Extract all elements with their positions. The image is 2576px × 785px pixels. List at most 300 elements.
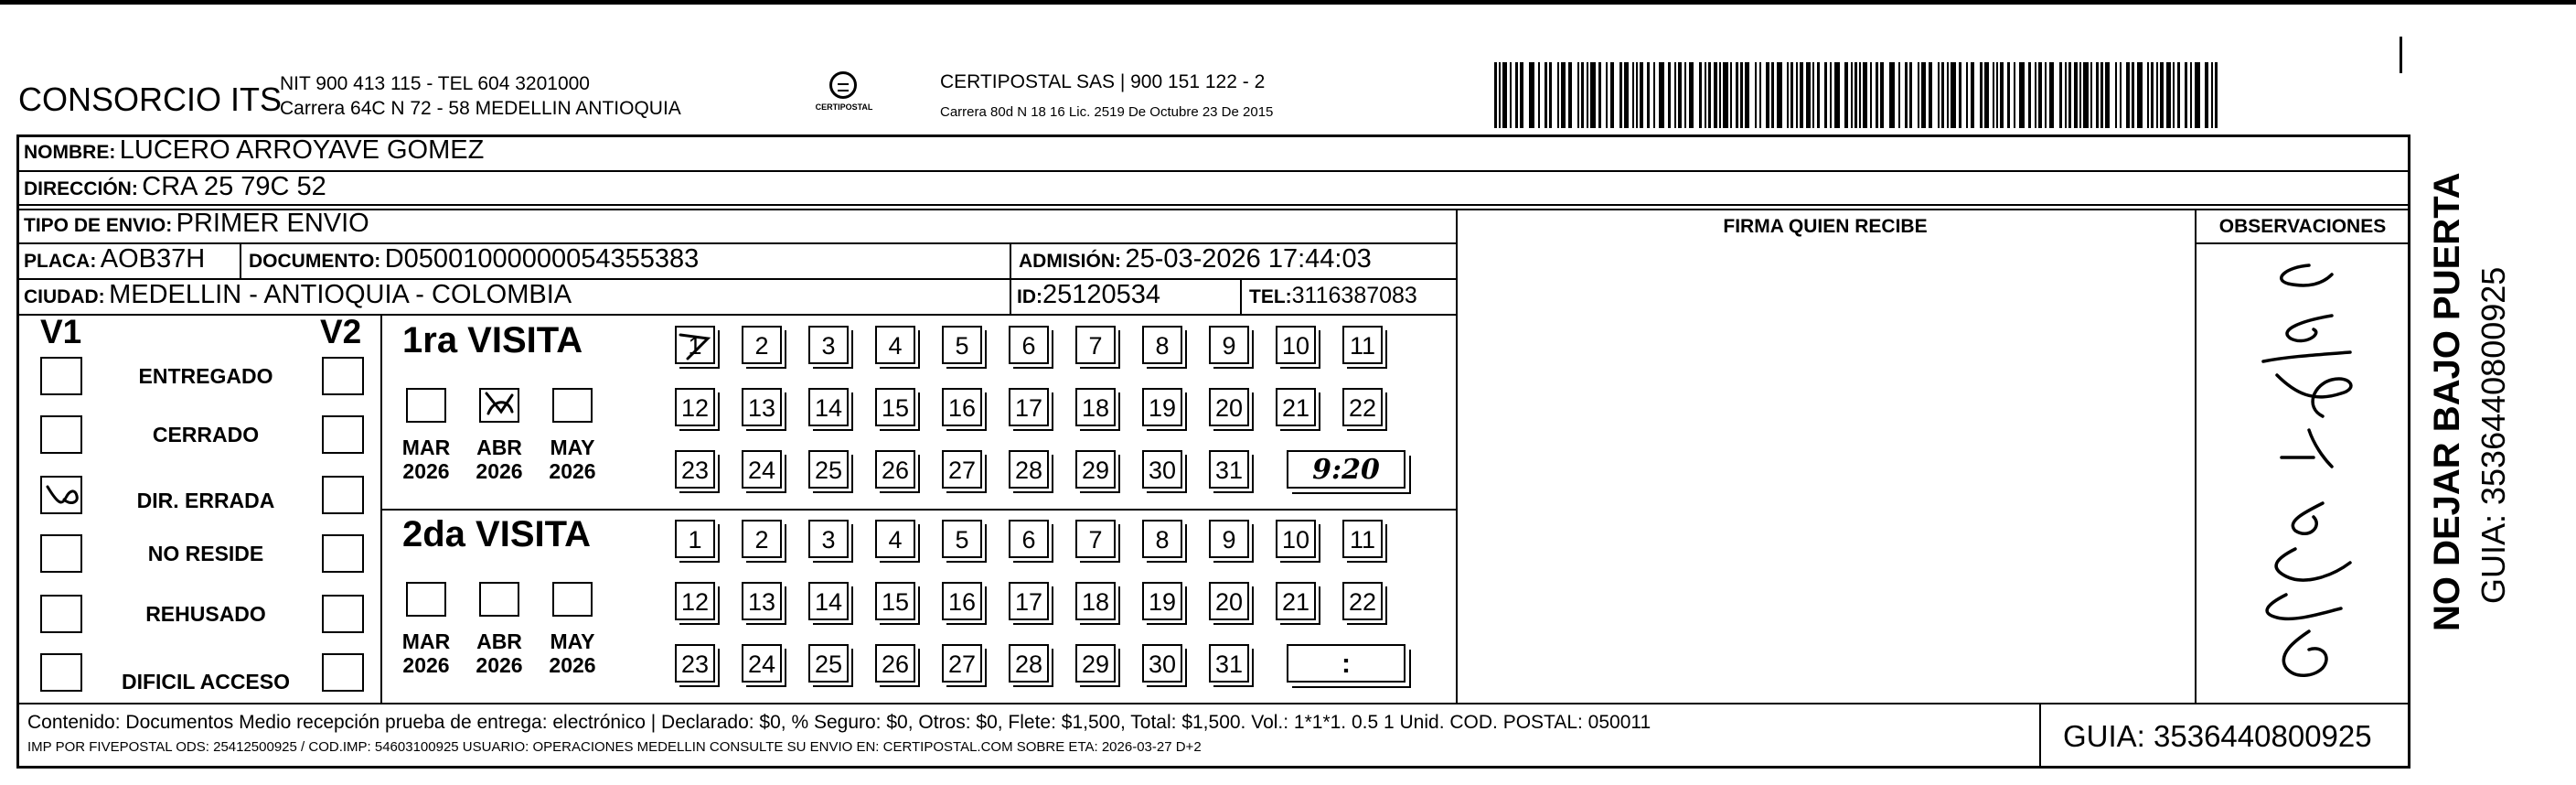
day-number: 18	[1081, 394, 1110, 422]
v1-checkbox[interactable]	[40, 653, 82, 692]
day-box[interactable]	[742, 388, 782, 426]
barcode-bar	[1787, 62, 1789, 128]
day-number: 4	[888, 332, 903, 360]
id-field	[1017, 280, 1160, 310]
day-box[interactable]	[742, 326, 782, 364]
day-number: 9	[1222, 526, 1236, 554]
day-box[interactable]	[1075, 450, 1116, 489]
barcode-bar	[2177, 62, 2180, 128]
day-box[interactable]	[1009, 582, 1049, 620]
nit-line: NIT 900 413 115 - TEL 604 3201000	[280, 73, 590, 94]
barcode-bar	[1561, 62, 1566, 128]
month-checkbox[interactable]	[406, 582, 446, 617]
direccion-field	[24, 172, 326, 202]
admision-field	[1019, 244, 1372, 274]
barcode-bar	[1771, 62, 1774, 128]
barcode-bar	[1898, 62, 1900, 128]
row-divider	[16, 170, 2410, 172]
barcode-bar	[1549, 62, 1552, 128]
day-box[interactable]	[675, 388, 715, 426]
day-number: 3	[821, 526, 836, 554]
barcode-bar	[1929, 62, 1932, 128]
barcode-bar	[1684, 62, 1686, 128]
day-number: 29	[1081, 457, 1110, 484]
admision-value: 25-03-2026 17:44:03	[1125, 244, 1372, 274]
placa-label: PLACA:	[24, 251, 97, 272]
documento-label: DOCUMENTO:	[249, 251, 381, 272]
day-box[interactable]	[1142, 450, 1182, 489]
day-box[interactable]	[1342, 520, 1383, 558]
day-box[interactable]	[1209, 450, 1249, 489]
day-box[interactable]	[875, 520, 915, 558]
day-number: 24	[747, 651, 776, 678]
day-box[interactable]	[1209, 326, 1249, 364]
v1-checkbox[interactable]	[40, 595, 82, 633]
observaciones-header: OBSERVACIONES	[2218, 216, 2387, 237]
barcode-bar	[2190, 62, 2192, 128]
cell-divider	[1240, 278, 1242, 314]
status-label: DIR. ERRADA	[136, 489, 275, 512]
day-number: 28	[1014, 457, 1043, 484]
day-mark-icon	[677, 328, 713, 362]
row-divider	[2195, 242, 2410, 244]
barcode-bar	[2074, 62, 2078, 128]
month-checkbox[interactable]	[552, 388, 593, 423]
barcode-bar	[1499, 62, 1501, 128]
day-box[interactable]	[1075, 388, 1116, 426]
barcode-bar	[1640, 62, 1643, 128]
day-box[interactable]	[675, 450, 715, 489]
barcode-bar	[1636, 62, 1638, 128]
barcode-bar	[1959, 62, 1961, 128]
barcode-bar	[2115, 62, 2117, 128]
ciudad-label: CIUDAD:	[24, 286, 105, 307]
month-label: ABR	[476, 436, 522, 459]
day-box[interactable]	[808, 520, 849, 558]
barcode-bar	[2096, 62, 2099, 128]
day-number: 30	[1148, 651, 1177, 678]
footer-divider	[16, 703, 2410, 704]
day-number: 25	[814, 457, 843, 484]
barcode-bar	[1545, 62, 1547, 128]
barcode-bar	[1759, 62, 1761, 128]
day-box[interactable]	[1276, 582, 1316, 620]
certipostal-line-1: CERTIPOSTAL SAS | 900 151 122 - 2	[940, 71, 1266, 92]
day-number: 16	[947, 588, 977, 616]
day-number: 15	[881, 394, 910, 422]
barcode-bar	[1598, 62, 1601, 128]
day-box[interactable]	[1009, 326, 1049, 364]
day-box[interactable]	[1075, 644, 1116, 683]
day-box[interactable]	[875, 388, 915, 426]
month-label-group	[397, 629, 455, 677]
day-number: 26	[881, 651, 910, 678]
v1-checkbox[interactable]	[40, 415, 82, 454]
day-box[interactable]	[675, 326, 715, 364]
month-checkbox[interactable]	[552, 582, 593, 617]
day-box[interactable]	[808, 388, 849, 426]
v1-checkbox[interactable]	[40, 534, 82, 573]
barcode-bar	[1510, 62, 1512, 128]
day-number: 19	[1148, 588, 1177, 616]
day-box[interactable]	[942, 644, 982, 683]
month-label: MAY	[550, 629, 595, 653]
barcode-bar	[2205, 62, 2208, 128]
month-checkbox[interactable]	[479, 582, 519, 617]
visit-title: 2da VISITA	[402, 514, 591, 554]
day-box[interactable]	[808, 450, 849, 489]
day-box[interactable]	[942, 326, 982, 364]
day-number: 5	[955, 526, 969, 554]
barcode-bar	[1659, 62, 1664, 128]
barcode-bar	[1859, 62, 1861, 128]
day-number: 23	[680, 651, 710, 678]
barcode-bar	[1689, 62, 1694, 128]
certipostal-logo	[812, 71, 876, 123]
day-number: 30	[1148, 457, 1177, 484]
status-label: DIFICIL ACCESO	[121, 670, 290, 694]
day-number: 25	[814, 651, 843, 678]
barcode-bar	[1494, 62, 1497, 128]
month-label: MAY	[550, 436, 595, 459]
day-number: 24	[747, 457, 776, 484]
day-box[interactable]	[1142, 644, 1182, 683]
direccion-value: CRA 25 79C 52	[142, 172, 326, 201]
barcode-bar	[1909, 62, 1912, 128]
day-number: 7	[1088, 526, 1103, 554]
barcode-bar	[2195, 62, 2200, 128]
barcode-bar	[1520, 62, 1523, 128]
day-box[interactable]	[742, 450, 782, 489]
barcode-bar	[1870, 62, 1872, 128]
barcode-bar	[2090, 62, 2092, 128]
day-box[interactable]	[1142, 388, 1182, 426]
day-box[interactable]	[1009, 520, 1049, 558]
day-box[interactable]	[942, 582, 982, 620]
day-box[interactable]	[742, 644, 782, 683]
barcode-bar	[1790, 62, 1793, 128]
month-label-group	[543, 629, 602, 677]
barcode-bar	[1529, 62, 1534, 128]
v2-checkbox[interactable]	[322, 534, 364, 573]
day-number: 5	[955, 332, 969, 360]
day-number: 7	[1088, 332, 1103, 360]
day-box[interactable]	[1009, 644, 1049, 683]
day-box[interactable]	[875, 450, 915, 489]
day-box[interactable]	[1075, 582, 1116, 620]
v2-header: V2	[320, 313, 362, 350]
visit-divider	[380, 314, 382, 703]
day-box[interactable]	[875, 644, 915, 683]
day-box[interactable]	[1342, 582, 1383, 620]
day-number: 12	[680, 588, 710, 616]
barcode-bar	[1993, 62, 1994, 128]
barcode-bar	[1830, 62, 1832, 128]
barcode-bar	[1844, 62, 1848, 128]
barcode-bar	[1723, 62, 1728, 128]
day-box[interactable]	[1342, 388, 1383, 426]
barcode-bar	[2160, 62, 2164, 128]
certipostal-line-2: Carrera 80d N 18 16 Lic. 2519 De Octubre 23 De 2015	[940, 104, 1274, 120]
barcode-bar	[1653, 62, 1655, 128]
tel-field	[1249, 283, 1417, 309]
day-number: 14	[814, 394, 843, 422]
contents-line: Contenido: Documentos Medio recepción prueba de entrega: electrónico | Declarado: $0, % Seguro: $0, Otros: $0, Flete: $1,500, Total: $1,500. Vol.: 1*1*1. 0.5 1 Unid. COD. POSTAL: 050011	[27, 712, 1651, 733]
barcode-bar	[1590, 62, 1596, 128]
day-number: 13	[747, 394, 776, 422]
admision-label: ADMISIÓN:	[1019, 251, 1121, 272]
tel-label: TEL:	[1249, 286, 1292, 307]
barcode-bar	[1678, 62, 1682, 128]
day-box[interactable]	[875, 582, 915, 620]
day-number: 9	[1222, 332, 1236, 360]
month-label-group	[470, 436, 529, 483]
barcode-bar	[1812, 62, 1814, 128]
day-number: 28	[1014, 651, 1043, 678]
day-number: 23	[680, 457, 710, 484]
day-box[interactable]	[1142, 326, 1182, 364]
day-number: 13	[747, 588, 776, 616]
barcode-bar	[1755, 62, 1757, 128]
status-label: REHUSADO	[145, 602, 266, 626]
day-number: 21	[1281, 394, 1310, 422]
barcode-bar	[2079, 62, 2081, 128]
day-box[interactable]	[742, 582, 782, 620]
direccion-label: DIRECCIÓN:	[24, 178, 138, 199]
barcode-bar	[1971, 62, 1974, 128]
day-number: 20	[1214, 588, 1244, 616]
tipo-envio-label: TIPO DE ENVIO:	[24, 215, 173, 236]
month-checkbox[interactable]	[479, 388, 519, 423]
barcode-bar	[2019, 62, 2025, 128]
row-divider	[16, 204, 2410, 206]
day-number: 3	[821, 332, 836, 360]
day-number: 18	[1081, 588, 1110, 616]
row-divider	[16, 209, 2410, 210]
barcode-bar	[1951, 62, 1956, 128]
barcode-bar	[1966, 62, 1968, 128]
day-number: 14	[814, 588, 843, 616]
cell-divider	[240, 242, 241, 278]
day-number: 21	[1281, 588, 1310, 616]
day-box[interactable]	[808, 326, 849, 364]
day-number: 1	[688, 332, 702, 360]
day-box[interactable]	[1142, 582, 1182, 620]
barcode-bar	[1587, 62, 1588, 128]
day-number: 10	[1281, 332, 1310, 360]
barcode-bar	[2000, 62, 2004, 128]
day-box[interactable]	[1276, 388, 1316, 426]
documento-field	[249, 244, 699, 274]
day-box[interactable]	[1075, 520, 1116, 558]
day-box[interactable]	[1276, 326, 1316, 364]
barcode-bar	[1632, 62, 1634, 128]
check-mark-icon	[42, 478, 80, 512]
barcode-bar	[1905, 62, 1908, 128]
day-box[interactable]	[675, 644, 715, 683]
barcode-bar	[2211, 62, 2213, 128]
time-box[interactable]	[1287, 450, 1406, 489]
barcode-bar	[2151, 62, 2154, 128]
barcode-bar	[1502, 62, 1507, 128]
barcode-bar	[2100, 62, 2103, 128]
top-edge-line	[0, 0, 2576, 5]
day-box[interactable]	[1209, 388, 1249, 426]
barcode-bar	[1996, 62, 1998, 128]
barcode-bar	[1606, 62, 1608, 128]
barcode-bar	[1880, 62, 1884, 128]
day-box[interactable]	[1075, 326, 1116, 364]
edge-tick-mark	[2400, 37, 2402, 73]
month-label: ABR	[476, 629, 522, 653]
day-number: 16	[947, 394, 977, 422]
day-box[interactable]	[1209, 582, 1249, 620]
day-number: 8	[1155, 526, 1170, 554]
status-label: NO RESIDE	[147, 542, 264, 565]
day-box[interactable]	[1276, 520, 1316, 558]
print-info-line: IMP POR FIVEPOSTAL ODS: 25412500925 / COD.IMP: 54603100925 USUARIO: OPERACIONES MEDELLIN CONSULTE SU ENVIO EN: CERTIPOSTAL.COM SOBRE ETA: 2026-03-27 D+2	[27, 739, 1202, 755]
v1-checkbox[interactable]	[40, 357, 82, 395]
v2-checkbox[interactable]	[322, 415, 364, 454]
barcode-bar	[1800, 62, 1803, 128]
barcode-bar	[1705, 62, 1706, 128]
barcode-bar	[1766, 62, 1769, 128]
barcode-bar	[1736, 62, 1738, 128]
day-box[interactable]	[942, 450, 982, 489]
day-number: 20	[1214, 394, 1244, 422]
barcode-bar	[1863, 62, 1867, 128]
barcode-bar	[1817, 62, 1820, 128]
barcode-bar	[1876, 62, 1878, 128]
barcode-bar	[1515, 62, 1518, 128]
barcode-bar	[2156, 62, 2158, 128]
barcode-bar	[1941, 62, 1944, 128]
day-box[interactable]	[1342, 326, 1383, 364]
day-number: 6	[1021, 332, 1036, 360]
barcode-bar	[1745, 62, 1749, 128]
v2-checkbox[interactable]	[322, 595, 364, 633]
day-number: 2	[754, 526, 769, 554]
placa-field	[24, 244, 205, 274]
month-label-group	[543, 436, 602, 483]
ciudad-field	[24, 280, 572, 310]
month-checkbox[interactable]	[406, 388, 446, 423]
footer-cell-divider	[2039, 703, 2041, 769]
day-box[interactable]	[808, 582, 849, 620]
barcode-bar	[1947, 62, 1949, 128]
day-box[interactable]	[808, 644, 849, 683]
barcode-bar	[2065, 62, 2067, 128]
day-box[interactable]	[1209, 520, 1249, 558]
visit-divider	[380, 509, 1456, 511]
day-box[interactable]	[675, 520, 715, 558]
v2-checkbox[interactable]	[322, 476, 364, 514]
day-box[interactable]	[1209, 644, 1249, 683]
day-number: 2	[754, 332, 769, 360]
v2-checkbox[interactable]	[322, 357, 364, 395]
barcode-bar	[1824, 62, 1827, 128]
visit-title: 1ra VISITA	[402, 320, 583, 360]
month-label-group	[470, 629, 529, 677]
barcode-bar	[1674, 62, 1676, 128]
barcode-bar	[2120, 62, 2122, 128]
barcode-bar	[2166, 62, 2171, 128]
day-box[interactable]	[942, 388, 982, 426]
barcode-bar	[1647, 62, 1650, 128]
no-dejar-bajo-puerta-text: NO DEJAR BAJO PUERTA	[2427, 172, 2467, 631]
barcode-bar	[1538, 62, 1540, 128]
company-name: CONSORCIO ITS	[18, 81, 283, 118]
barcode-bar	[1834, 62, 1840, 128]
barcode-bar	[1577, 62, 1579, 128]
nombre-value: LUCERO ARROYAVE GOMEZ	[119, 135, 485, 165]
day-number: 1	[688, 526, 702, 554]
month-year: 2026	[549, 459, 596, 483]
day-number: 17	[1014, 394, 1043, 422]
day-number: 27	[947, 651, 977, 678]
day-number: 15	[881, 588, 910, 616]
nombre-field	[24, 135, 484, 166]
day-box[interactable]	[1142, 520, 1182, 558]
month-year: 2026	[476, 459, 523, 483]
barcode-bar	[1568, 62, 1572, 128]
v1-header: V1	[40, 313, 82, 350]
logo-emblem-icon	[829, 71, 857, 99]
month-label: MAR	[401, 629, 451, 653]
day-number: 22	[1348, 588, 1377, 616]
day-box[interactable]	[942, 520, 982, 558]
address-line: Carrera 64C N 72 - 58 MEDELLIN ANTIOQUIA	[280, 98, 681, 119]
barcode-bar	[2147, 62, 2149, 128]
month-label: MAR	[401, 436, 451, 459]
barcode-bar	[2038, 62, 2042, 128]
day-box[interactable]	[875, 326, 915, 364]
day-box[interactable]	[675, 582, 715, 620]
tipo-envio-value: PRIMER ENVIO	[176, 209, 369, 238]
ciudad-value: MEDELLIN - ANTIOQUIA - COLOMBIA	[109, 280, 572, 309]
v2-checkbox[interactable]	[322, 653, 364, 692]
id-label: ID:	[1017, 286, 1042, 307]
barcode-bar	[1889, 62, 1895, 128]
barcode-bar	[1708, 62, 1711, 128]
day-number: 10	[1281, 526, 1310, 554]
day-number: 12	[680, 394, 710, 422]
month-label-group	[397, 436, 455, 483]
barcode-bar	[1796, 62, 1798, 128]
time-box[interactable]	[1287, 644, 1406, 683]
day-number: 4	[888, 526, 903, 554]
day-number: 22	[1348, 394, 1377, 422]
barcode-bar	[2059, 62, 2062, 128]
barcode-bar	[1918, 62, 1919, 128]
v1-checkbox[interactable]	[40, 476, 82, 514]
tel-value: 3116387083	[1291, 283, 1417, 308]
check-mark-icon	[481, 390, 518, 421]
barcode-bar	[1699, 62, 1702, 128]
day-box[interactable]	[742, 520, 782, 558]
day-box[interactable]	[1009, 388, 1049, 426]
barcode-bar	[2132, 62, 2134, 128]
nombre-label: NOMBRE:	[24, 142, 116, 163]
documento-value: D05001000000054355383	[384, 244, 700, 274]
day-box[interactable]	[1009, 450, 1049, 489]
barcode-bar	[1714, 62, 1717, 128]
day-number: 31	[1214, 457, 1244, 484]
barcode-bar	[1740, 62, 1743, 128]
barcode-bar	[2049, 62, 2054, 128]
status-label: ENTREGADO	[138, 364, 273, 388]
time-value: 9:20	[1312, 454, 1380, 486]
